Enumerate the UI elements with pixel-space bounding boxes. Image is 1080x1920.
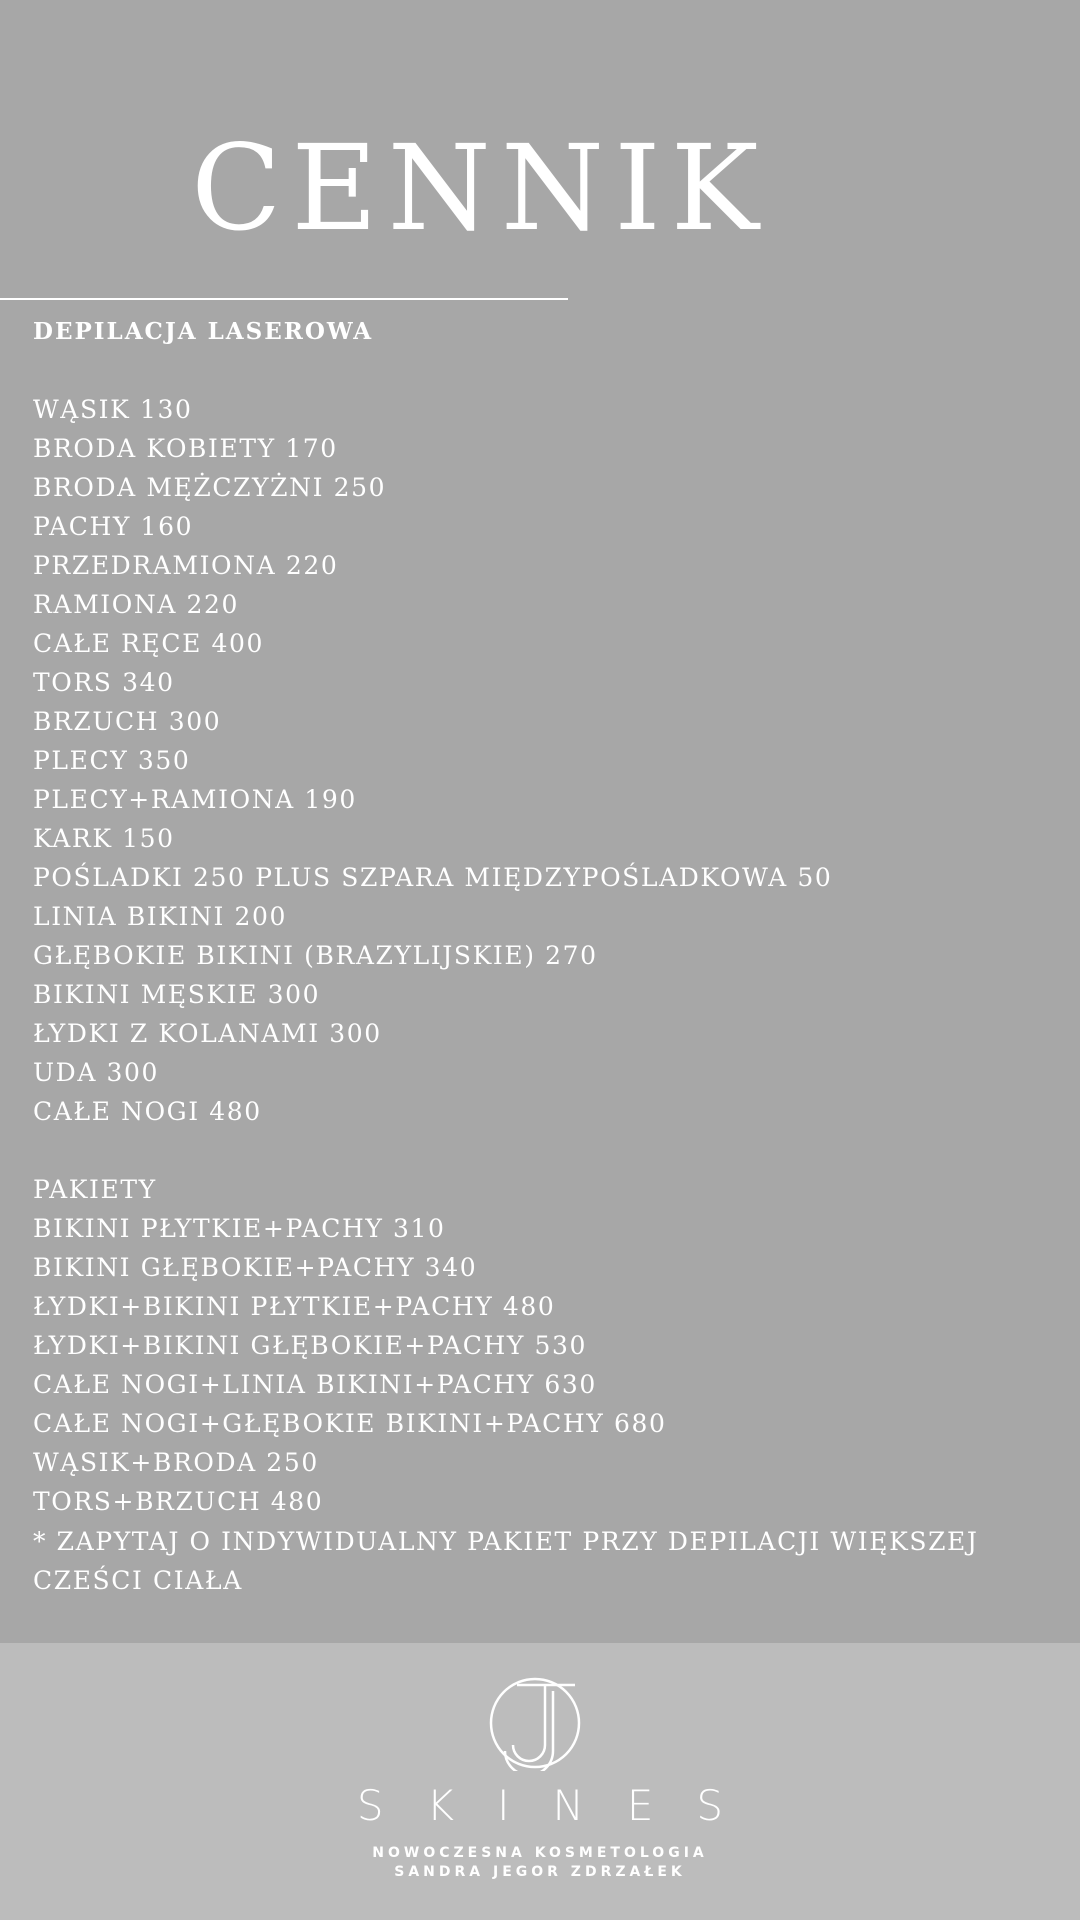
package-item: BIKINI PŁYTKIE+PACHY 310 [33,1214,446,1243]
package-item: TORS+BRZUCH 480 [33,1487,324,1516]
package-item: ŁYDKI+BIKINI GŁĘBOKIE+PACHY 530 [33,1331,588,1360]
package-item: WĄSIK+BRODA 250 [33,1448,319,1477]
title-divider [0,298,568,300]
section-heading: DEPILACJA LASEROWA [33,318,374,345]
footnote: * ZAPYTAJ O INDYWIDUALNY PAKIET PRZY DEPILACJI WIĘKSZEJ CZEŚCI CIAŁA [33,1527,979,1595]
price-item: BIKINI MĘSKIE 300 [33,980,321,1009]
price-item: PRZEDRAMIONA 220 [33,551,339,580]
price-item: CAŁE RĘCE 400 [33,629,265,658]
price-item: RAMIONA 220 [33,590,240,619]
brand-footer [0,1643,1080,1920]
price-item: PLECY+RAMIONA 190 [33,785,357,814]
price-item: CAŁE NOGI 480 [33,1097,262,1126]
price-item: POŚLADKI 250 PLUS SZPARA MIĘDZYPOŚLADKOWA 50 [33,863,833,892]
package-item: CAŁE NOGI+GŁĘBOKIE BIKINI+PACHY 680 [33,1409,667,1438]
price-item: PACHY 160 [33,512,194,541]
list-spacer [33,1131,1043,1170]
price-item: PLECY 350 [33,746,191,775]
price-list [33,390,1043,1521]
price-item: ŁYDKI Z KOLANAMI 300 [33,1019,382,1048]
skines-monogram-icon [485,1671,595,1771]
package-item: BIKINI GŁĘBOKIE+PACHY 340 [33,1253,478,1282]
price-item: TORS 340 [33,668,175,697]
price-item: UDA 300 [33,1058,160,1087]
brand-name: SKINES [356,1781,767,1830]
price-item: BRODA MĘŻCZYŻNI 250 [33,473,387,502]
brand-tagline: NOWOCZESNA KOSMETOLOGIA [372,1845,708,1861]
price-item: WĄSIK 130 [33,395,193,424]
package-item: ŁYDKI+BIKINI PŁYTKIE+PACHY 480 [33,1292,556,1321]
page-title: CENNIK [191,119,769,257]
brand-owner: SANDRA JEGOR ZDRZAŁEK [394,1864,686,1880]
price-item: LINIA BIKINI 200 [33,902,288,931]
packages-heading: PAKIETY [33,1175,157,1204]
price-item: BRODA KOBIETY 170 [33,434,338,463]
package-item: CAŁE NOGI+LINIA BIKINI+PACHY 630 [33,1370,597,1399]
price-item: BRZUCH 300 [33,707,222,736]
price-item: KARK 150 [33,824,175,853]
price-item: GŁĘBOKIE BIKINI (BRAZYLIJSKIE) 270 [33,941,598,970]
